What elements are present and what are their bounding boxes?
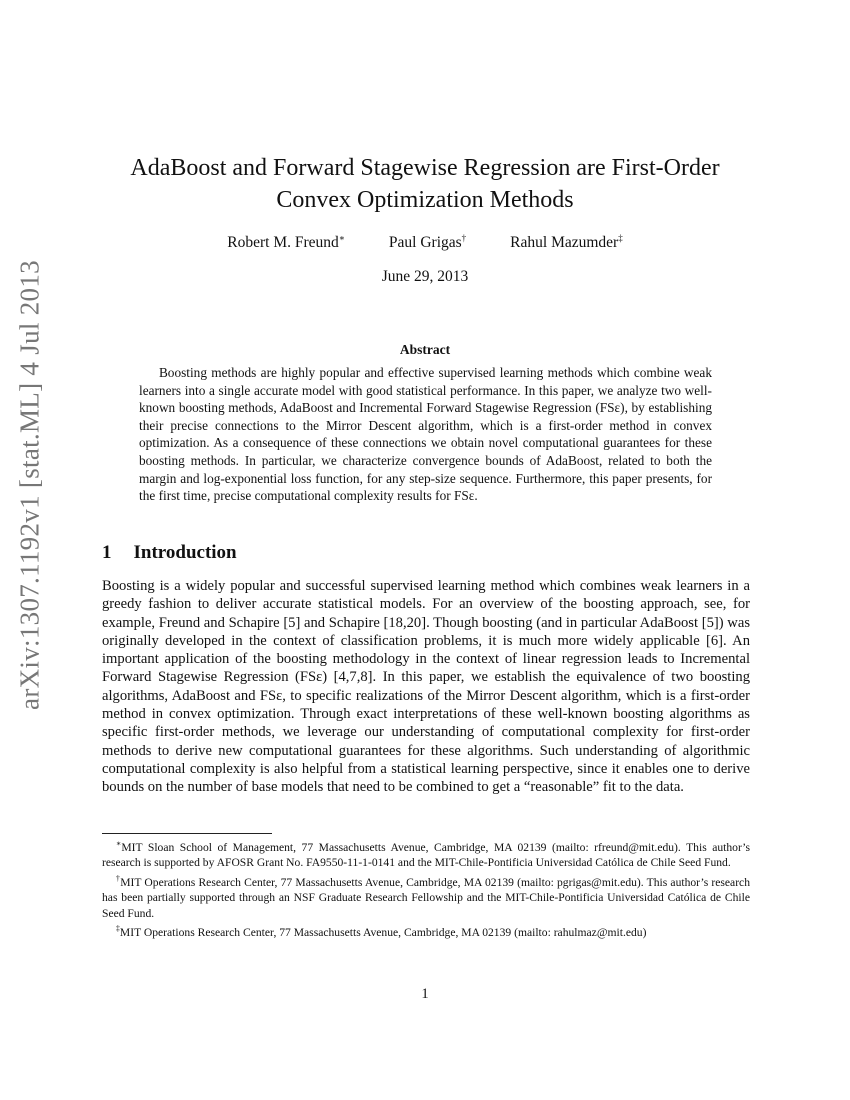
introduction-paragraph: Boosting is a widely popular and successful supervised learning method which combines weak learners in a greedy fashion to deliver accurate statistical models. For an overview of the boosting approach, see, for example, Freund and Schapire [5] and Schapire [18,20]. Though boosting (and in particular AdaBoost [5]) was originally developed in the context of classification problems, it is much more widely applicable [6]. An important application of the boosting methodology in the context of linear regression leads to Incremental Forward Stagewise Regression (FSε) [4,7,8]. In this paper, we establish the equivalence of two boosting algorithms, AdaBoost and FSε, to specific realizations of the Mirror Descent algorithm, which is a first-order method in convex optimization. Through exact interpretations of these well-known boosting algorithms as specific first-order methods, we leverage our understanding of computational complexity for first-order methods to derive new computational guarantees for these algorithms. Such understanding of algorithmic computational complexity is also helpful from a statistical learning perspective, since it enables one to derive bounds on the number of base models that need to be combined to get a “reasonable” fit to the data. — [102, 578, 750, 796]
arxiv-identifier-text: arXiv:1307.1192v1 [stat.ML] 4 Jul 2013 — [14, 260, 45, 710]
author-name: Rahul Mazumder — [510, 234, 619, 252]
author-footnote-mark: ‡ — [618, 233, 623, 243]
author-footnote-mark: † — [461, 233, 467, 243]
page-number: 1 — [421, 986, 429, 1002]
paper-date: June 29, 2013 — [381, 268, 469, 285]
author-name: Paul Grigas — [388, 234, 462, 252]
author-list — [100, 233, 750, 252]
section-title: Introduction — [133, 542, 237, 563]
author-name: Robert M. Freund — [227, 234, 339, 252]
footnote-mark: ‡ — [115, 924, 120, 934]
footnote-text: MIT Sloan School of Management, 77 Massachusetts Avenue, Cambridge, MA 02139 (mailto: rfreund@mit.edu). This author’s research is supported by AFOSR Grant No. FA9550-11-1-0141 and the MIT-Chile-Pontificia Universidad Católica de Chile Seed Fund. — [102, 840, 750, 870]
author — [389, 233, 466, 252]
arxiv-identifier-stamp — [10, 260, 50, 710]
abstract-body: Boosting methods are highly popular and effective supervised learning methods which combine weak learners into a single accurate model with good statistical performance. In this paper, we analyze two well-known boosting methods, AdaBoost and Incremental Forward Stagewise Regression (FSε), by establishing their precise connections to the Mirror Descent algorithm, which is a first-order method in convex optimization. As a consequence of these connections we obtain novel computational guarantees for these boosting methods. In particular, we characterize convergence bounds of AdaBoost, related to both the margin and log-exponential loss function, for any step-size sequence. Furthermore, this paper presents, for the first time, precise computational complexity results for FSε. — [139, 365, 712, 504]
author — [227, 233, 345, 252]
footnote-mark: † — [115, 873, 121, 883]
abstract-heading: Abstract — [399, 342, 451, 357]
paper-title-line-2: Convex Optimization Methods — [276, 187, 574, 213]
footnote-text: MIT Operations Research Center, 77 Massachusetts Avenue, Cambridge, MA 02139 (mailto: rahulmaz@mit.edu) — [119, 926, 647, 940]
paper-title-line-1: AdaBoost and Forward Stagewise Regression are First-Order — [130, 155, 720, 181]
section-heading — [102, 542, 237, 564]
author — [510, 233, 623, 252]
footnote-text: MIT Operations Research Center, 77 Massachusetts Avenue, Cambridge, MA 02139 (mailto: pgrigas@mit.edu). This author’s research has been partially supported through an NSF Graduate Research Fellowship and the MIT-Chile-Pontificia Universidad Católica de Chile Seed Fund. — [102, 875, 750, 920]
footnote — [102, 871, 750, 921]
section-number: 1 — [102, 542, 112, 563]
author-footnote-mark: ∗ — [338, 233, 345, 243]
paper-title — [100, 152, 750, 216]
footnote — [102, 836, 750, 871]
footnote-divider — [102, 833, 272, 834]
footnote — [102, 921, 750, 940]
footnote-mark: ∗ — [115, 839, 122, 848]
footnotes — [102, 836, 750, 941]
